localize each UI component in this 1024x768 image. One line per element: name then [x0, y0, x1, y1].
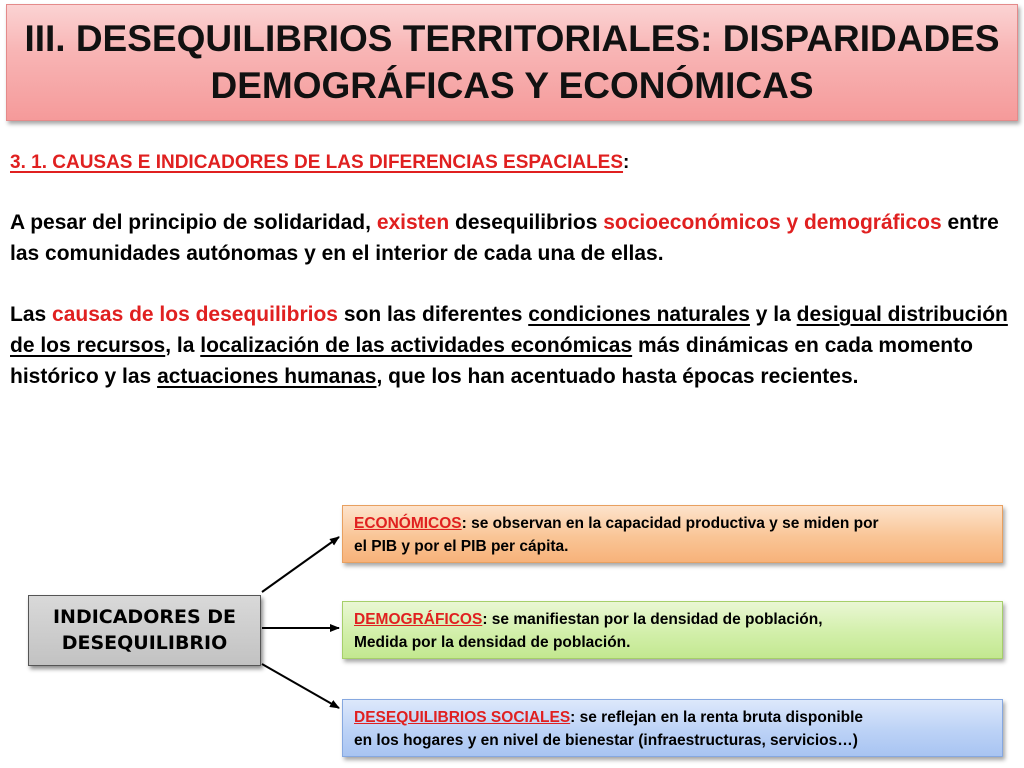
p1-text-1: A pesar del principio de solidaridad, [10, 211, 377, 234]
economic-line-1 [354, 512, 1002, 535]
paragraph-causes [10, 299, 1010, 392]
economic-line-2: el PIB y por el PIB per cápita. [354, 538, 569, 555]
p1-text-3: desequilibrios [449, 211, 604, 234]
p2-human-actions: actuaciones humanas [157, 365, 377, 388]
title-line-1: III. DESEQUILIBRIOS TERRITORIALES: DISPARIDADES [24, 18, 1000, 59]
social-key: DESEQUILIBRIOS SOCIALES [354, 709, 571, 726]
p2-text-9: más dinámicas en cada momento histórico y las [10, 334, 973, 388]
social-line-1 [354, 706, 1002, 729]
p1-text-5: entre las comunidades autónomas y en el interior de cada una de ellas. [10, 211, 999, 265]
demographic-key: DEMOGRÁFICOS [354, 611, 483, 628]
p2-economic-location: localización de las actividades económicas [200, 334, 633, 357]
indicators-line-1: INDICADORES DE [52, 606, 237, 628]
demographic-indicator-box [342, 601, 1003, 659]
p2-text-7: , la [165, 334, 201, 357]
p1-existen: existen [376, 211, 450, 234]
social-text-1: : se reflejan en la renta bruta disponible [570, 709, 864, 726]
p1-socioeconomic: socioeconómicos y demográficos [603, 211, 942, 234]
p2-text-1: Las [10, 303, 53, 326]
p2-causes: causas de los desequilibrios [52, 303, 338, 326]
p2-natural-conditions: condiciones naturales [528, 303, 750, 326]
demographic-line-1 [354, 608, 1002, 631]
p2-text-5: y la [749, 303, 797, 326]
indicators-line-2: DESEQUILIBRIO [61, 632, 228, 654]
p2-text-3: son las diferentes [337, 303, 529, 326]
demographic-text-1: : se manifiestan por la densidad de población, [482, 611, 823, 628]
section-heading-text: 3. 1. CAUSAS E INDICADORES DE LAS DIFERENCIAS ESPACIALES [10, 152, 624, 173]
demographic-line-2: Medida por la densidad de población. [354, 634, 631, 651]
title-line-2: DEMOGRÁFICAS Y ECONÓMICAS [210, 65, 814, 106]
section-heading [10, 152, 629, 174]
slide-title [6, 4, 1018, 121]
arrow-to-economic [262, 537, 339, 592]
p2-resource-distribution: desigual distribución de los recursos [10, 303, 1008, 357]
economic-text-1: : se observan en la capacidad productiva y se miden por [461, 515, 879, 532]
paragraph-solidarity [10, 207, 1010, 269]
arrow-to-social [262, 664, 339, 708]
economic-key: ECONÓMICOS [354, 515, 462, 532]
social-indicator-box [342, 699, 1003, 757]
economic-indicator-box [342, 505, 1003, 563]
indicators-box [28, 595, 261, 666]
p2-text-11: , que los han acentuado hasta épocas recientes. [376, 365, 859, 388]
social-line-2: en los hogares y en nivel de bienestar (infraestructuras, servicios…) [354, 732, 858, 749]
section-heading-colon: : [623, 152, 630, 173]
